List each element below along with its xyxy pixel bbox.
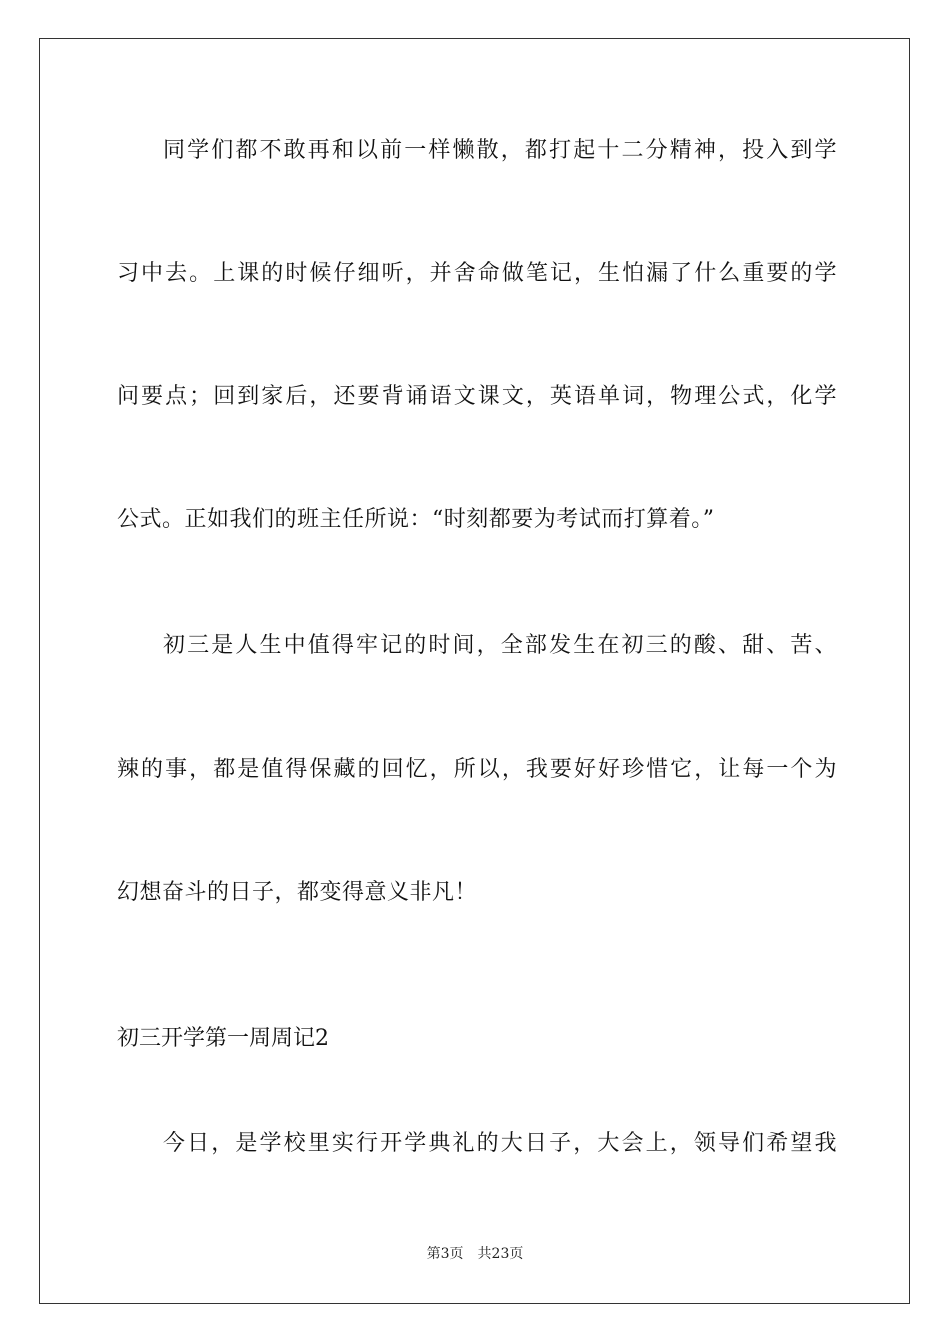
paragraph-3-line-1: 今日，是学校里实行开学典礼的大日子，大会上，领导们希望我 [163,1131,837,1156]
paragraph-2-line-3: 幻想奋斗的日子，都变得意义非凡！ [117,880,478,905]
section-heading: 初三开学第一周周记2 [117,1026,329,1051]
page-total: 共23页 [477,1246,524,1262]
paragraph-1-line-3: 问要点；回到家后，还要背诵语文课文，英语单词，物理公式，化学 [117,384,837,409]
page-number: 第3页 [426,1246,464,1262]
paragraph-2-line-1: 初三是人生中值得牢记的时间，全部发生在初三的酸、甜、苦、 [163,633,837,658]
page-footer [0,1244,950,1264]
paragraph-1-line-1: 同学们都不敢再和以前一样懒散，都打起十二分精神，投入到学 [163,138,837,163]
paragraph-2-line-2: 辣的事，都是值得保藏的回忆，所以，我要好好珍惜它，让每一个为 [117,757,837,782]
paragraph-1-line-2: 习中去。上课的时候仔细听，并舍命做笔记，生怕漏了什么重要的学 [117,261,837,286]
page-frame [39,38,910,1304]
paragraph-1-line-4: 公式。正如我们的班主任所说：“时刻都要为考试而打算着。” [117,507,715,532]
